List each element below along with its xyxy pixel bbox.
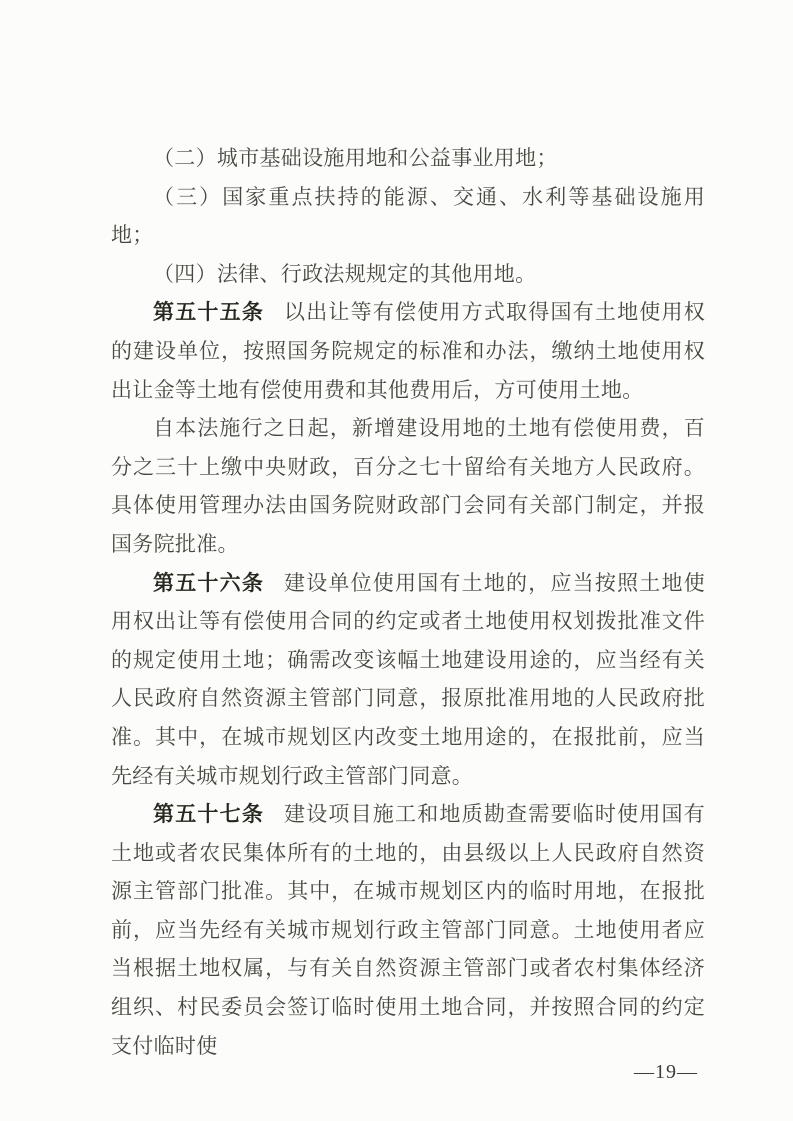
article-number: 第五十七条 (153, 802, 265, 827)
article-number: 第五十六条 (153, 570, 265, 595)
article-paragraph: 第五十六条 建设单位使用国有土地的，应当按照土地使用权出让等有偿使用合同的约定或者土地使用权划拨批准文件的规定使用土地；确需改变该幅土地建设用途的，应当经有关人民政府自然资源主管部门同意，报原批准用地的人民政府批准。其中，在城市规划区内改变土地用途的，在报批前，应当先经有关城市规划行政主管部门同意。 (111, 570, 706, 788)
document-body (111, 139, 705, 1065)
article-paragraph: 第五十七条 建设项目施工和地质勘查需要临时使用国有土地或者农民集体所有的土地的，由县级以上人民政府自然资源主管部门批准。其中，在城市规划区内的临时用地，在报批前，应当先经有关城市规划行政主管部门同意。土地使用者应当根据土地权属，与有关自然资源主管部门或者农村集体经济组织、村民委员会签订临时使用土地合同，并按照合同的约定支付临时使 (111, 802, 706, 1058)
body-paragraph: 自本法施行之日起，新增建设用地的土地有偿使用费，百分之三十上缴中央财政，百分之七十留给有关地方人民政府。具体使用管理办法由国务院财政部门会同有关部门制定，并报国务院批准。 (111, 416, 705, 556)
page-number: —19— (634, 1061, 698, 1083)
article-paragraph: 第五十五条 以出让等有偿使用方式取得国有土地使用权的建设单位，按照国务院规定的标准和办法，缴纳土地使用权出让金等土地有偿使用费和其他费用后，方可使用土地。 (111, 300, 706, 402)
article-number: 第五十五条 (153, 300, 265, 325)
list-item-paragraph: （二）城市基础设施用地和公益事业用地； (153, 146, 558, 170)
list-item-paragraph: （三）国家重点扶持的能源、交通、水利等基础设施用地； (111, 184, 705, 248)
list-item-paragraph: （四）法律、行政法规规定的其他用地。 (153, 261, 537, 286)
